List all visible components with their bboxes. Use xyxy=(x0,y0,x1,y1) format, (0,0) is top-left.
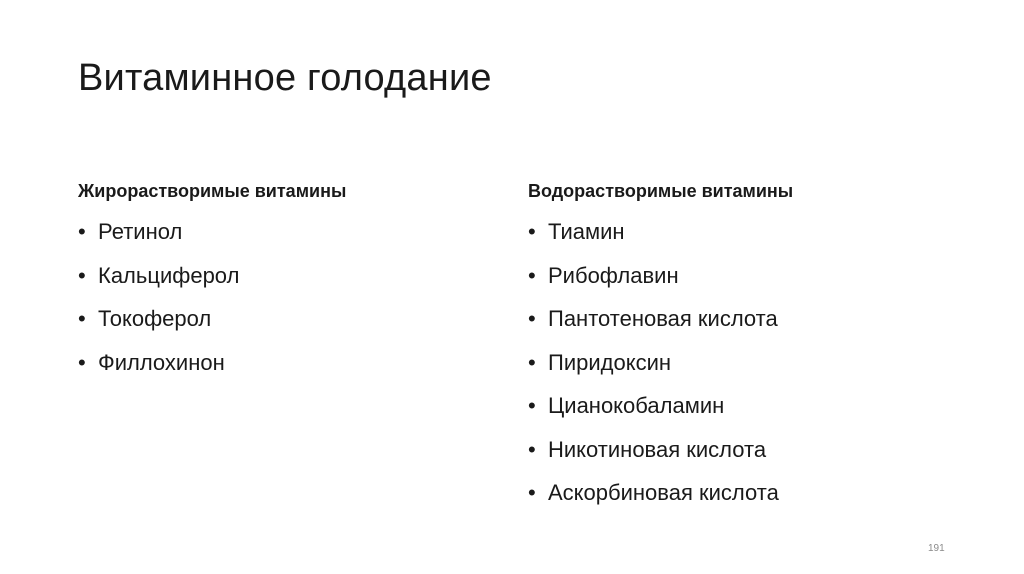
bullet-icon: • xyxy=(78,306,86,331)
bullet-icon: • xyxy=(528,393,536,418)
list-item xyxy=(528,428,988,472)
list-item-label: Аскорбиновая кислота xyxy=(548,480,779,505)
list-item xyxy=(528,254,988,298)
fat-soluble-list xyxy=(78,210,498,384)
bullet-icon: • xyxy=(528,219,536,244)
bullet-icon: • xyxy=(78,262,86,288)
fat-soluble-heading: Жирорастворимые витамины xyxy=(78,181,347,201)
list-item-label: Пантотеновая кислота xyxy=(548,306,778,331)
page-number: 191 xyxy=(928,543,945,554)
bullet-icon: • xyxy=(78,349,86,375)
list-item xyxy=(528,297,988,341)
list-item-label: Токоферол xyxy=(98,306,212,331)
water-soluble-heading: Водорастворимые витамины xyxy=(528,181,794,201)
list-item-label: Цианокобаламин xyxy=(548,393,725,418)
list-item xyxy=(78,341,498,385)
list-item-label: Кальциферол xyxy=(98,262,240,288)
list-item xyxy=(528,341,988,385)
list-item-label: Тиамин xyxy=(548,219,625,244)
list-item-label: Ретинол xyxy=(98,219,183,244)
list-item-label: Пиридоксин xyxy=(548,349,672,375)
bullet-icon: • xyxy=(528,436,536,462)
bullet-icon: • xyxy=(528,480,536,505)
bullet-icon: • xyxy=(528,349,536,375)
bullet-icon: • xyxy=(78,219,86,244)
list-item xyxy=(528,471,988,515)
list-item-label: Рибофлавин xyxy=(548,262,679,288)
list-item xyxy=(78,297,498,341)
fat-soluble-column xyxy=(78,178,498,384)
list-item xyxy=(528,210,988,254)
list-item xyxy=(528,384,988,428)
list-item-label: Никотиновая кислота xyxy=(548,436,767,462)
list-item-label: Филлохинон xyxy=(98,349,225,375)
list-item xyxy=(78,254,498,298)
bullet-icon: • xyxy=(528,262,536,288)
list-item xyxy=(78,210,498,254)
bullet-icon: • xyxy=(528,306,536,331)
slide-title: Витаминное голодание xyxy=(78,57,492,99)
water-soluble-list xyxy=(528,210,988,515)
water-soluble-column xyxy=(528,178,988,515)
